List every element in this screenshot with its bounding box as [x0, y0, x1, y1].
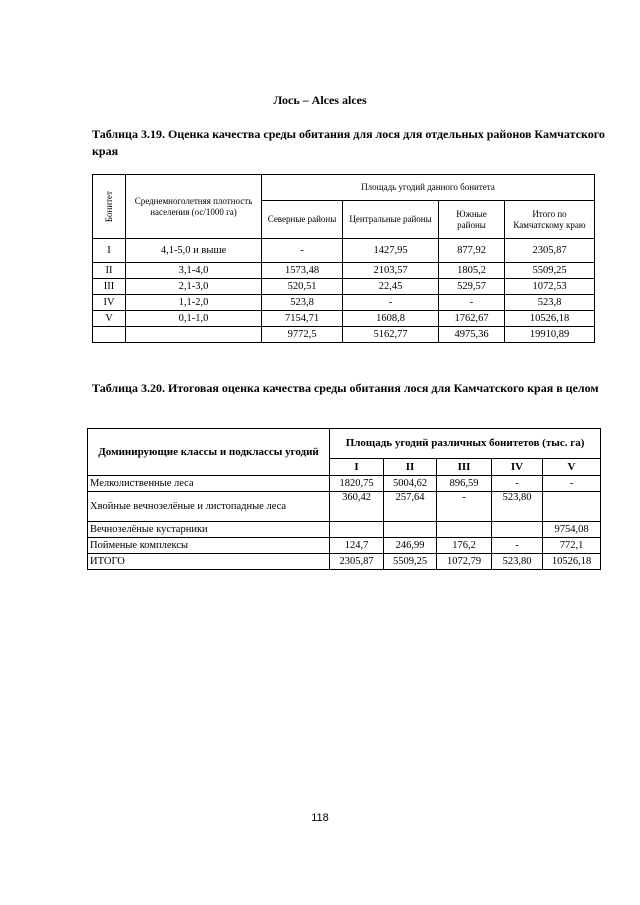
subheader-central: Центральные районы: [343, 201, 439, 239]
total-cell: 523,8: [505, 295, 595, 311]
area-header: Площадь угодий различных бонитетов (тыс. га): [330, 429, 601, 459]
total-cell: 2305,87: [505, 239, 595, 263]
density-cell: 2,1-3,0: [126, 279, 262, 295]
central-cell: 2103,57: [343, 263, 439, 279]
value-cell: [543, 492, 601, 522]
classes-header: Доминирующие классы и подклассы угодий: [88, 429, 330, 476]
total-cell: 1072,53: [505, 279, 595, 295]
density-cell: 0,1-1,0: [126, 311, 262, 327]
central-cell: 1427,95: [343, 239, 439, 263]
south-cell: 877,92: [439, 239, 505, 263]
south-cell: -: [439, 295, 505, 311]
table-row: [93, 279, 595, 295]
value-cell: 896,59: [437, 476, 492, 492]
page-number: 118: [311, 812, 329, 824]
table2-habitat-summary: [87, 428, 601, 570]
south-cell: 4975,36: [439, 327, 505, 343]
subheader-total: Итого по Камчатскому краю: [505, 201, 595, 239]
value-cell: [492, 522, 543, 538]
value-cell: 5004,62: [384, 476, 437, 492]
central-cell: 5162,77: [343, 327, 439, 343]
value-cell: 523,80: [492, 492, 543, 522]
value-cell: 124,7: [330, 538, 384, 554]
value-cell: 1820,75: [330, 476, 384, 492]
class-name-cell: ИТОГО: [88, 554, 330, 570]
table-row: [88, 492, 601, 522]
table-row-total: [93, 327, 595, 343]
table-row: [93, 295, 595, 311]
bonitet-cell: [93, 327, 126, 343]
north-cell: 1573,48: [262, 263, 343, 279]
north-cell: 523,8: [262, 295, 343, 311]
bonitet-cell: V: [93, 311, 126, 327]
value-cell: [384, 522, 437, 538]
table2-caption: Таблица 3.20. Итоговая оценка качества среды обитания лося для Камчатского края в целом: [92, 381, 599, 395]
page-heading: Лось – Alces alces: [273, 93, 367, 107]
total-cell: 10526,18: [505, 311, 595, 327]
value-cell: -: [543, 476, 601, 492]
class-name-cell: Вечнозелёные кустарники: [88, 522, 330, 538]
value-cell: 772,1: [543, 538, 601, 554]
bonitet-header-5: V: [543, 459, 601, 476]
bonitet-cell: III: [93, 279, 126, 295]
density-header: Среднемноголетняя плотность населения (ос/1000 га): [126, 175, 262, 239]
density-cell: 1,1-2,0: [126, 295, 262, 311]
total-cell: 5509,25: [505, 263, 595, 279]
total-cell: 19910,89: [505, 327, 595, 343]
bonitet-cell: II: [93, 263, 126, 279]
class-name-cell: Мелколиственные леса: [88, 476, 330, 492]
value-cell: -: [437, 492, 492, 522]
class-name-cell: Хвойные вечнозелёные и листопадные леса: [88, 492, 330, 522]
value-cell: 176,2: [437, 538, 492, 554]
subheader-south: Южные районы: [439, 201, 505, 239]
table-row: [93, 263, 595, 279]
bonitet-header-3: III: [437, 459, 492, 476]
south-cell: 529,57: [439, 279, 505, 295]
south-cell: 1805,2: [439, 263, 505, 279]
value-cell: 2305,87: [330, 554, 384, 570]
value-cell: -: [492, 476, 543, 492]
central-cell: 22,45: [343, 279, 439, 295]
density-cell: [126, 327, 262, 343]
bonitet-cell: I: [93, 239, 126, 263]
north-cell: -: [262, 239, 343, 263]
table-row: [93, 311, 595, 327]
value-cell: 257,64: [384, 492, 437, 522]
area-header: Площадь угодий данного бонитета: [262, 175, 595, 201]
density-cell: 4,1-5,0 и выше: [126, 239, 262, 263]
central-cell: 1608,8: [343, 311, 439, 327]
value-cell: 246,99: [384, 538, 437, 554]
class-name-cell: Пойменые комплексы: [88, 538, 330, 554]
bonitet-header-2: II: [384, 459, 437, 476]
value-cell: 1072,79: [437, 554, 492, 570]
value-cell: 10526,18: [543, 554, 601, 570]
table1-caption: Таблица 3.19. Оценка качества среды обитания для лося для отдельных районов Камчатского края: [92, 127, 605, 158]
value-cell: 360,42: [330, 492, 384, 522]
subheader-north: Северные районы: [262, 201, 343, 239]
value-cell: -: [492, 538, 543, 554]
density-cell: 3,1-4,0: [126, 263, 262, 279]
bonitet-header: Бонитет: [93, 175, 126, 239]
north-cell: 520,51: [262, 279, 343, 295]
table-row: [93, 239, 595, 263]
table-row: [88, 538, 601, 554]
value-cell: 523,80: [492, 554, 543, 570]
table1-habitat-by-district: [92, 174, 595, 343]
north-cell: 7154,71: [262, 311, 343, 327]
central-cell: -: [343, 295, 439, 311]
value-cell: [330, 522, 384, 538]
table-row-total: [88, 554, 601, 570]
north-cell: 9772,5: [262, 327, 343, 343]
table-row: [88, 476, 601, 492]
bonitet-header-4: IV: [492, 459, 543, 476]
south-cell: 1762,67: [439, 311, 505, 327]
value-cell: [437, 522, 492, 538]
value-cell: 5509,25: [384, 554, 437, 570]
bonitet-cell: IV: [93, 295, 126, 311]
bonitet-header-1: I: [330, 459, 384, 476]
table-row: [88, 522, 601, 538]
value-cell: 9754,08: [543, 522, 601, 538]
